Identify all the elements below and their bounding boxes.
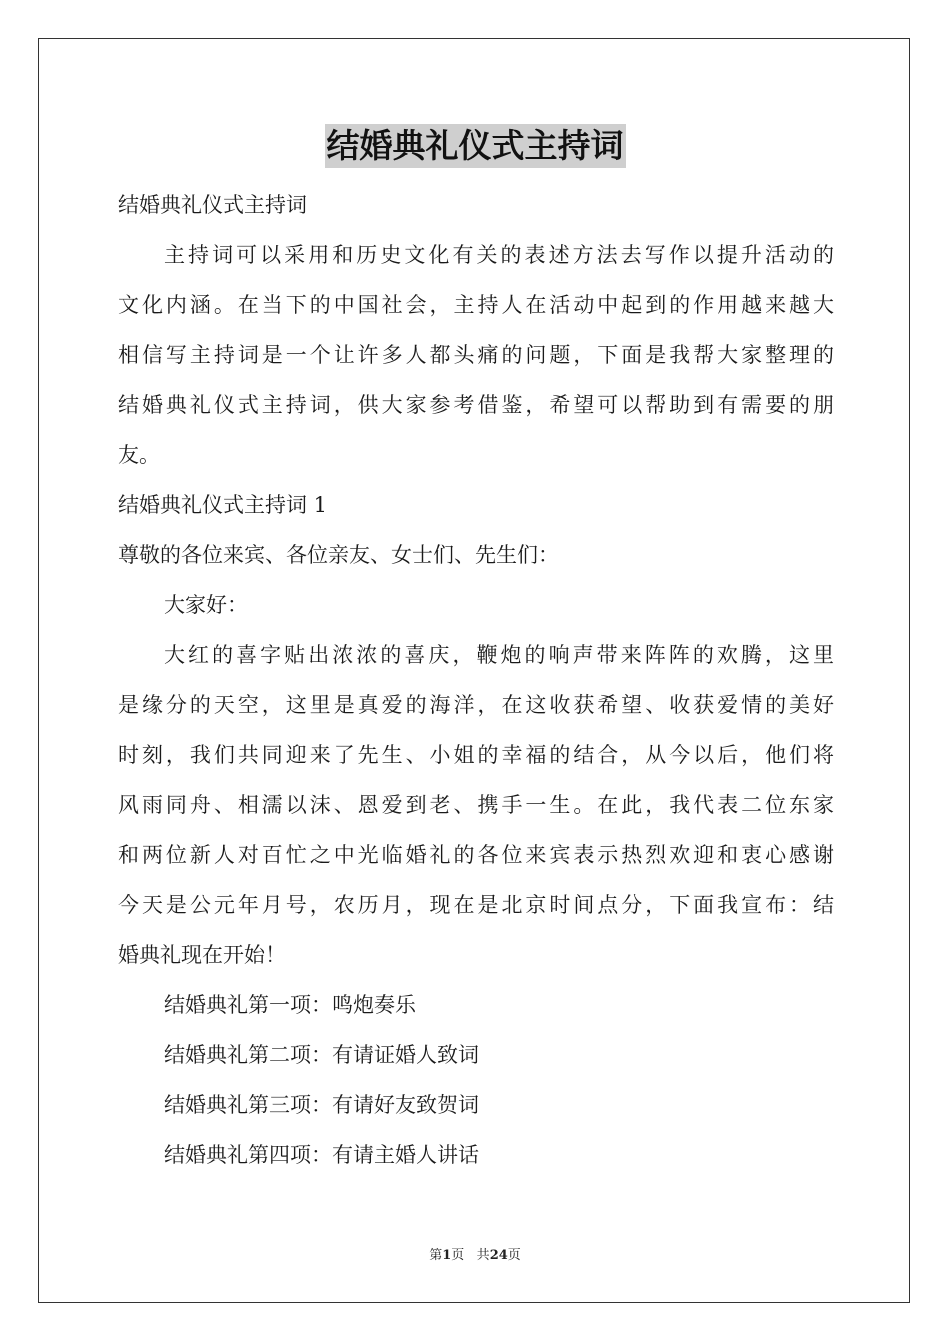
ceremony-item: 结婚典礼第三项：有请好友致贺词 — [164, 1093, 479, 1117]
section-heading: 结婚典礼仪式主持词 1 — [118, 493, 328, 517]
page-total: 24 — [489, 1248, 508, 1263]
body-line: 结婚典礼仪式主持词，供大家参考借鉴，希望可以帮助到有需要的朋 — [118, 393, 834, 417]
salutation: 尊敬的各位来宾、各位亲友、女士们、先生们： — [118, 543, 559, 567]
title-container — [0, 124, 950, 168]
document-title: 结婚典礼仪式主持词 — [325, 124, 626, 168]
body-line: 友。 — [118, 443, 160, 467]
greeting: 大家好： — [164, 593, 248, 617]
body-line: 结婚典礼仪式主持词 — [118, 193, 307, 217]
body-line: 大红的喜字贴出浓浓的喜庆，鞭炮的响声带来阵阵的欢腾，这里 — [164, 643, 834, 667]
body-line: 相信写主持词是一个让许多人都头痛的问题，下面是我帮大家整理的 — [118, 343, 834, 367]
body-line: 今天是公元年月号，农历月，现在是北京时间点分，下面我宣布：结 — [118, 893, 834, 917]
total-prefix: 共 — [476, 1248, 490, 1263]
ceremony-item: 结婚典礼第二项：有请证婚人致词 — [164, 1043, 479, 1067]
page-current: 1 — [442, 1248, 452, 1263]
total-unit: 页 — [507, 1248, 521, 1263]
body-line: 是缘分的天空，这里是真爱的海洋，在这收获希望、收获爱情的美好 — [118, 693, 834, 717]
ceremony-item: 结婚典礼第四项：有请主婚人讲话 — [164, 1143, 479, 1167]
body-line: 文化内涵。在当下的中国社会，主持人在活动中起到的作用越来越大 — [118, 293, 834, 317]
page-footer — [0, 1246, 950, 1266]
document-body — [118, 180, 834, 1180]
page-unit: 页 — [451, 1248, 465, 1263]
body-line: 主持词可以采用和历史文化有关的表述方法去写作以提升活动的 — [164, 243, 834, 267]
body-line: 和两位新人对百忙之中光临婚礼的各位来宾表示热烈欢迎和衷心感谢 — [118, 843, 834, 867]
body-line: 时刻，我们共同迎来了先生、小姐的幸福的结合，从今以后，他们将 — [118, 743, 834, 767]
body-line: 婚典礼现在开始！ — [118, 943, 286, 967]
page-prefix: 第 — [429, 1248, 443, 1263]
body-line: 风雨同舟、相濡以沫、恩爱到老、携手一生。在此，我代表二位东家 — [118, 793, 834, 817]
ceremony-item: 结婚典礼第一项：鸣炮奏乐 — [164, 993, 416, 1017]
